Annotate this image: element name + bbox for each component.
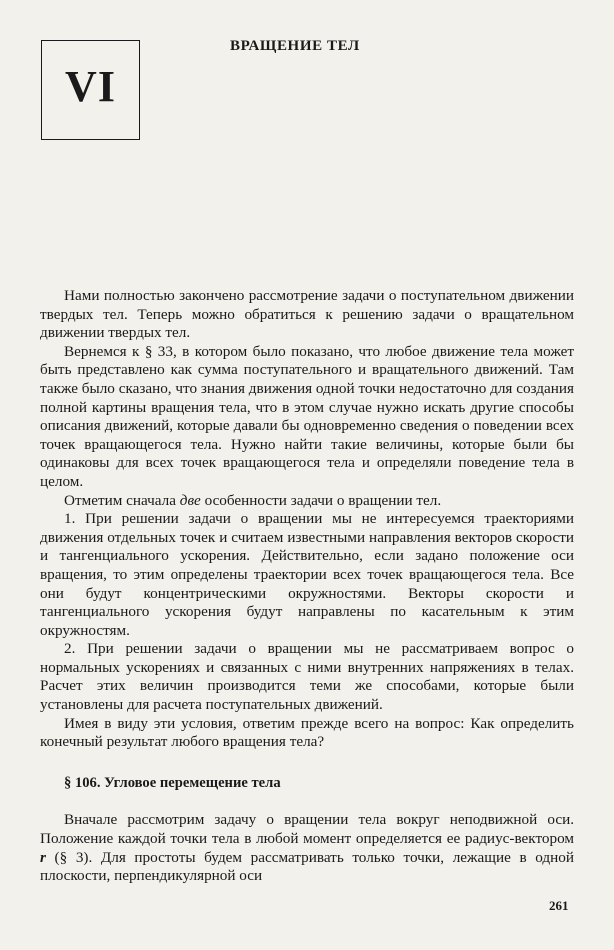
- vector-symbol: r: [40, 848, 46, 866]
- chapter-number-box: [41, 40, 140, 140]
- body-text: [40, 287, 574, 886]
- paragraph: 2. При решении задачи о вращении мы не рассматриваем вопрос о нормальных ускорениях и связанных с ними внутренних напряжениях в телах. Расчет этих величин производится теми же способами, которые были установлены для расчета поступательных движений.: [40, 640, 574, 714]
- section-title: § 106. Угловое перемещение тела: [64, 774, 281, 791]
- chapter-number: VI: [65, 62, 116, 111]
- text-span: Отметим сначала: [64, 491, 180, 509]
- paragraph: Нами полностью закончено рассмотрение задачи о поступательном движении твердых тел. Теперь можно обратиться к решению задачи о вращательном движении твердых тел.: [40, 287, 574, 342]
- paragraph: 1. При решении задачи о вращении мы не интересуемся траекториями движения отдельных точек и считаем известными направления векторов скорости и тангенциального ускорения. Действительно, если задано положение оси вращения, то этим определены траектории всех точек вращающегося тела. Все они будут концентрическими окружностями. Векторы скорости и тангенциального ускорения будут направлены по касательным к этим окружностям.: [40, 510, 574, 639]
- paragraph: Вернемся к § 33, в котором было показано, что любое движение тела может быть представлено как сумма поступательного и вращательного движений. Там также было сказано, что знания движения одной точки недостаточно для создания полной картины вращения тела, что в этом случае нужно искать другие способы описания движений, которые давали бы одновременно сведения о поведении всех точек вращающегося тела. Нужно найти такие величины, которые были бы одинаковы для всех точек вращающегося тела и определяли поведение тела в целом.: [40, 342, 574, 490]
- section-body: [40, 811, 574, 885]
- text-span: Вначале рассмотрим задачу о вращении тела вокруг неподвижной оси. Положение каждой точки тела в любой момент определяется ее радиус-вектором: [40, 811, 574, 848]
- chapter-title: ВРАЩЕНИЕ ТЕЛ: [230, 38, 360, 54]
- text-span: (§ 3). Для простоты будем рассматривать только точки, лежащие в одной плоскости, перпендикулярной оси: [40, 848, 574, 885]
- paragraph: [40, 492, 574, 511]
- text-span: особенности задачи о вращении тел.: [200, 491, 442, 509]
- page-number: 261: [549, 898, 569, 913]
- paragraph: Имея в виду эти условия, ответим прежде всего на вопрос: Как определить конечный результат любого вращения тела?: [40, 714, 574, 751]
- paragraph: [40, 811, 574, 885]
- emphasis-text: две: [179, 491, 201, 509]
